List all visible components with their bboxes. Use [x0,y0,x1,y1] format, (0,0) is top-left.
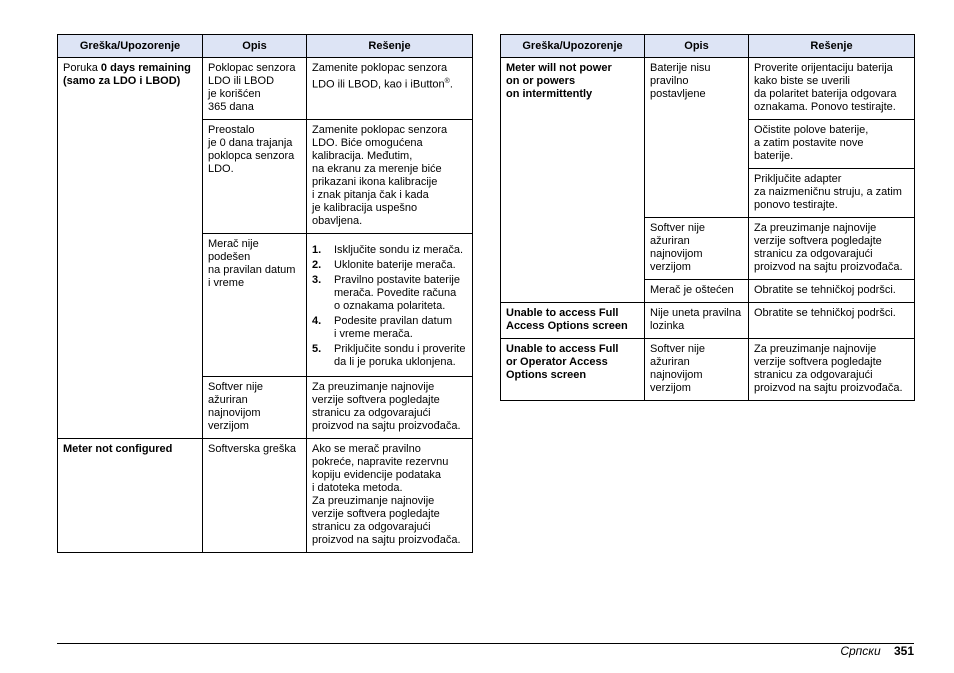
header-error: Greška/Upozorenje [58,35,203,58]
header-solution: Rešenje [307,35,473,58]
description-cell: Nije uneta pravilna lozinka [645,303,749,339]
table-row [58,439,473,553]
description-cell: Softver nije ažuriran najnovijom verzijom [203,377,307,439]
list-item: 1. Isključite sondu iz merača. [312,244,463,256]
solution-cell: Za preuzimanje najnovije verzije softvera pogledajte stranicu za odgovarajući proizvod na sajtu proizvođača. [749,339,915,401]
solution-cell: Zamenite poklopac senzora LDO. Biće omogućena kalibracija. Međutim, na ekranu za merenje biće prikazani ikona kalibracije i znak pitanja čak i kada je kalibracija uspešno obavljena. [307,120,473,234]
error-cell-unable-full-access: Unable to access Full Access Options screen [501,303,645,339]
header-row [501,35,915,58]
description-cell: Preostalo je 0 dana trajanja poklopca senzora LDO. [203,120,307,234]
solution-cell: Za preuzimanje najnovije verzije softvera pogledajte stranicu za odgovarajući proizvod na sajtu proizvođača. [749,218,915,280]
description-cell: Poklopac senzora LDO ili LBOD je korišćen 365 dana [203,58,307,120]
page-footer [840,644,914,658]
solution-cell: Obratite se tehničkoj podršci. [749,280,915,303]
page-number: 351 [893,644,914,658]
right-troubleshooting-table [500,34,915,401]
description-cell: Softverska greška [203,439,307,553]
error-cell-meter-will-not-power: Meter will not power on or powers on intermittently [501,58,645,303]
error-cell-unable-operator-access: Unable to access Full or Operator Access Options screen [501,339,645,401]
error-cell-days-remaining: Poruka 0 days remaining (samo za LDO i LBOD) [58,58,203,439]
solution-cell: Ako se merač pravilno pokreće, napravite rezervnu kopiju evidencije podataka i datoteka metoda. Za preuzimanje najnovije verzije softvera pogledajte stranicu za odgovarajući proizvod na sajtu proizvođača. [307,439,473,553]
list-item: 3. Pravilno postavite baterije merača. Povedite računa o oznakama polariteta. [312,274,460,312]
table-row [501,303,915,339]
footer-language: Српски [840,644,881,658]
solution-cell: Obratite se tehničkoj podršci. [749,303,915,339]
list-item: 5. Priključite sondu i proverite da li je poruka uklonjena. [312,343,466,368]
footer-divider [57,643,914,644]
solution-cell: Za preuzimanje najnovije verzije softvera pogledajte stranicu za odgovarajući proizvod na sajtu proizvođača. [307,377,473,439]
solution-cell: Priključite adapter za naizmeničnu struju, a zatim ponovo testirajte. [749,169,915,218]
list-item: 2. Uklonite baterije merača. [312,259,456,271]
steps-list [312,244,467,369]
left-troubleshooting-table [57,34,473,553]
solution-cell: Očistite polove baterije, a zatim postavite nove baterije. [749,120,915,169]
header-description: Opis [203,35,307,58]
table-row [58,58,473,120]
header-error: Greška/Upozorenje [501,35,645,58]
error-cell-meter-not-configured: Meter not configured [58,439,203,553]
description-cell: Softver nije ažuriran najnovijom verzijom [645,218,749,280]
solution-cell: Proverite orijentaciju baterija kako biste se uverili da polaritet baterija odgovara oznakama. Ponovo testirajte. [749,58,915,120]
header-solution: Rešenje [749,35,915,58]
description-cell: Softver nije ažuriran najnovijom verzijom [645,339,749,401]
list-item: 4. Podesite pravilan datum i vreme merača. [312,315,453,340]
header-description: Opis [645,35,749,58]
description-cell: Merač nije podešen na pravilan datum i vreme [203,234,307,377]
description-cell: Merač je oštećen [645,280,749,303]
solution-cell [307,234,473,377]
solution-cell: Zamenite poklopac senzora LDO ili LBOD, kao i iButton®. [307,58,473,120]
table-row [501,339,915,401]
table-row [501,58,915,120]
header-row [58,35,473,58]
description-cell: Baterije nisu pravilno postavljene [645,58,749,218]
